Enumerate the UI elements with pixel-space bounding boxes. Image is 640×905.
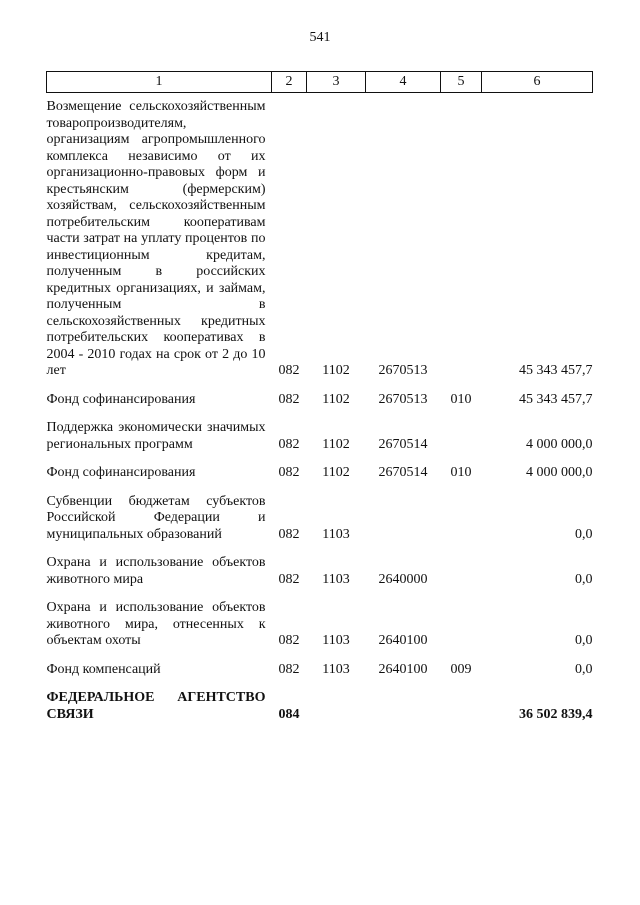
header-row xyxy=(47,72,593,93)
row-target-code: 2670514 xyxy=(378,436,428,452)
row-ministry-code: 082 xyxy=(278,661,300,677)
table-row xyxy=(47,420,593,465)
row-expense-type xyxy=(441,600,482,662)
row-ministry-code: 082 xyxy=(278,391,300,407)
row-expense-type xyxy=(441,555,482,600)
row-name: ФЕДЕРАЛЬНОЕ АГЕНТСТВО СВЯЗИ xyxy=(46,690,266,722)
table-row xyxy=(47,392,593,421)
row-section-code xyxy=(307,690,366,735)
row-ministry-code: 082 xyxy=(278,465,300,480)
row-target-code: 2640000 xyxy=(378,571,428,587)
row-name: Фонд софинансирования xyxy=(46,391,196,407)
row-name: Фонд софинансирования xyxy=(46,465,196,480)
row-name: Фонд компенсаций xyxy=(46,661,161,677)
header-col-1: 1 xyxy=(47,72,272,93)
row-amount: 45 343 457,7 xyxy=(519,391,593,407)
row-expense-type xyxy=(441,93,482,392)
row-target-code: 2670513 xyxy=(378,363,428,378)
row-section-code: 1102 xyxy=(322,436,350,452)
table-row-agency-total xyxy=(47,690,593,735)
row-section-code: 1102 xyxy=(322,363,350,378)
table-row xyxy=(47,93,593,392)
row-amount: 0,0 xyxy=(575,633,593,648)
table-row xyxy=(47,465,593,494)
page-number: 541 xyxy=(309,30,331,45)
row-section-code: 1102 xyxy=(322,391,350,407)
table-header xyxy=(47,72,593,93)
row-target-code xyxy=(366,690,441,735)
header-col-4: 4 xyxy=(366,72,441,93)
table-row xyxy=(47,494,593,556)
row-amount: 36 502 839,4 xyxy=(519,706,593,722)
row-ministry-code: 082 xyxy=(278,436,300,452)
row-ministry-code: 082 xyxy=(278,571,300,587)
header-col-5: 5 xyxy=(441,72,482,93)
row-ministry-code: 082 xyxy=(278,526,300,542)
row-expense-type xyxy=(441,420,482,465)
row-target-code: 2640100 xyxy=(378,661,428,677)
row-target-code xyxy=(366,494,441,556)
row-amount: 4 000 000,0 xyxy=(526,465,593,480)
budget-table xyxy=(46,71,593,735)
row-expense-type: 010 xyxy=(450,465,472,480)
row-expense-type: 010 xyxy=(450,391,472,407)
row-name: Возмещение сельскохозяйственным товаропроизводителям, организациям агропромышленного комплекса независимо от их организационно-правовых форм и крестьянским (фермерским) хозяйствам, сельскохозяйственным потребительским кооперативам части затрат на уплату процентов по инвестиционным кредитам, полученным в российских кредитных организациях, и займам, полученным в сельскохозяйственных кредитных потребительских кооперативах в 2004 - 2010 годах на срок от 2 до 10 лет xyxy=(46,99,266,378)
row-target-code: 2640100 xyxy=(378,633,428,648)
row-section-code: 1102 xyxy=(322,465,350,480)
row-amount: 0,0 xyxy=(575,571,593,587)
row-target-code: 2670514 xyxy=(378,465,428,480)
row-target-code: 2670513 xyxy=(378,391,428,407)
row-name: Субвенции бюджетам субъектов Российской Федерации и муниципальных образований xyxy=(46,493,266,542)
header-col-3: 3 xyxy=(307,72,366,93)
row-ministry-code: 082 xyxy=(278,633,300,648)
row-name: Поддержка экономически значимых региональных программ xyxy=(46,420,266,452)
row-expense-type xyxy=(441,690,482,735)
header-col-6: 6 xyxy=(482,72,593,93)
row-section-code: 1103 xyxy=(322,661,350,677)
table-row xyxy=(47,662,593,691)
row-ministry-code: 082 xyxy=(278,363,300,378)
row-section-code: 1103 xyxy=(322,526,350,542)
row-expense-type xyxy=(441,494,482,556)
row-section-code: 1103 xyxy=(322,571,350,587)
row-section-code: 1103 xyxy=(322,633,350,648)
row-expense-type: 009 xyxy=(450,661,472,677)
row-ministry-code: 084 xyxy=(278,706,300,722)
table-row xyxy=(47,600,593,662)
row-name: Охрана и использование объектов животного мира, отнесенных к объектам охоты xyxy=(46,600,266,648)
table-row xyxy=(47,555,593,600)
header-col-2: 2 xyxy=(272,72,307,93)
table-body xyxy=(47,93,593,736)
row-amount: 45 343 457,7 xyxy=(519,363,593,378)
row-amount: 0,0 xyxy=(575,661,593,677)
row-name: Охрана и использование объектов животного мира xyxy=(46,555,266,587)
row-amount: 0,0 xyxy=(575,526,593,542)
row-amount: 4 000 000,0 xyxy=(526,436,593,452)
